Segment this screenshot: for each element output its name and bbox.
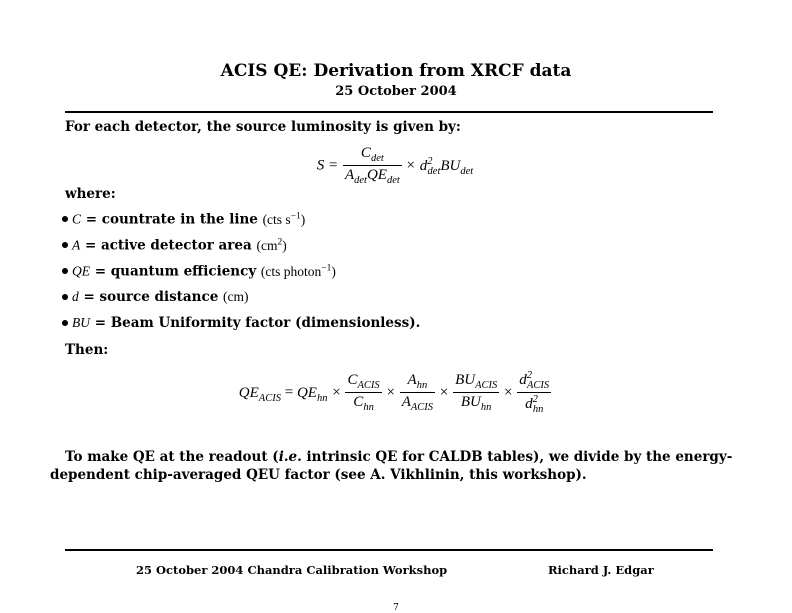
bullet-icon: [62, 242, 68, 248]
bu-ratio-fraction: $\frac{BU_{ACIS}}{BU_{hn}}$: [455, 372, 498, 413]
intro-text: For each detector, the source luminosity is given by:: [65, 119, 461, 135]
conclusion-paragraph: To make QE at the readout (i.e. intrinsic QE for CALDB tables), we divide by the energy- dependent chip-averaged QEU factor (see A. Vikhlinin, this workshop).: [50, 449, 733, 483]
header-rule: [65, 111, 713, 113]
definition-item: BU = Beam Uniformity factor (dimensionless).: [62, 315, 420, 331]
bullet-icon: [62, 268, 68, 274]
bullet-icon: [62, 294, 68, 300]
eq1-rhs: $d^2_{det}BU_{det}$: [419, 155, 474, 177]
qe-equation: $QE_{ACIS} = QE_{hn}$ × $\frac{C_{ACIS}}{C_{hn}}$ × $\frac{A_{hn}}{A_{ACIS}}$ × $\frac{BU_{ACIS}}{BU_{hn}}$ × $\frac{d^2_{ACIS}}{d^2_{hn}}$: [238, 370, 550, 415]
eq1-fraction: $\frac{C_{det}}{A_{det}QE_{det}}$: [344, 145, 400, 186]
definition-item: QE = quantum efficiency (cts photon$^{-1}$): [62, 263, 336, 280]
bullet-icon: [62, 320, 68, 326]
where-label: where:: [65, 186, 116, 202]
page-number: 7: [393, 603, 399, 613]
distance-ratio-fraction: $\frac{d^2_{ACIS}}{d^2_{hn}}$: [519, 370, 550, 415]
page-title: ACIS QE: Derivation from XRCF data: [220, 61, 572, 81]
luminosity-equation: [250, 145, 540, 186]
count-ratio-fraction: $\frac{C_{ACIS}}{C_{hn}}$: [347, 372, 380, 413]
bullet-icon: [62, 216, 68, 222]
eq1-lhs: S =: [316, 157, 339, 174]
footer-rule: [65, 549, 713, 551]
footer-left: 25 October 2004 Chandra Calibration Workshop: [136, 563, 448, 577]
footer-author: Richard J. Edgar: [548, 563, 654, 577]
definition-item: A = active detector area $(cm^2)$: [62, 237, 287, 254]
area-ratio-fraction: $\frac{A_{hn}}{A_{ACIS}}$: [401, 372, 434, 413]
definition-item: C = countrate in the line (cts $s^{-1}$): [62, 211, 305, 228]
eq1-times: ×: [406, 157, 416, 174]
page-date: 25 October 2004: [335, 84, 457, 99]
definition-item: d = source distance (cm): [62, 289, 248, 305]
then-label: Then:: [65, 342, 109, 358]
